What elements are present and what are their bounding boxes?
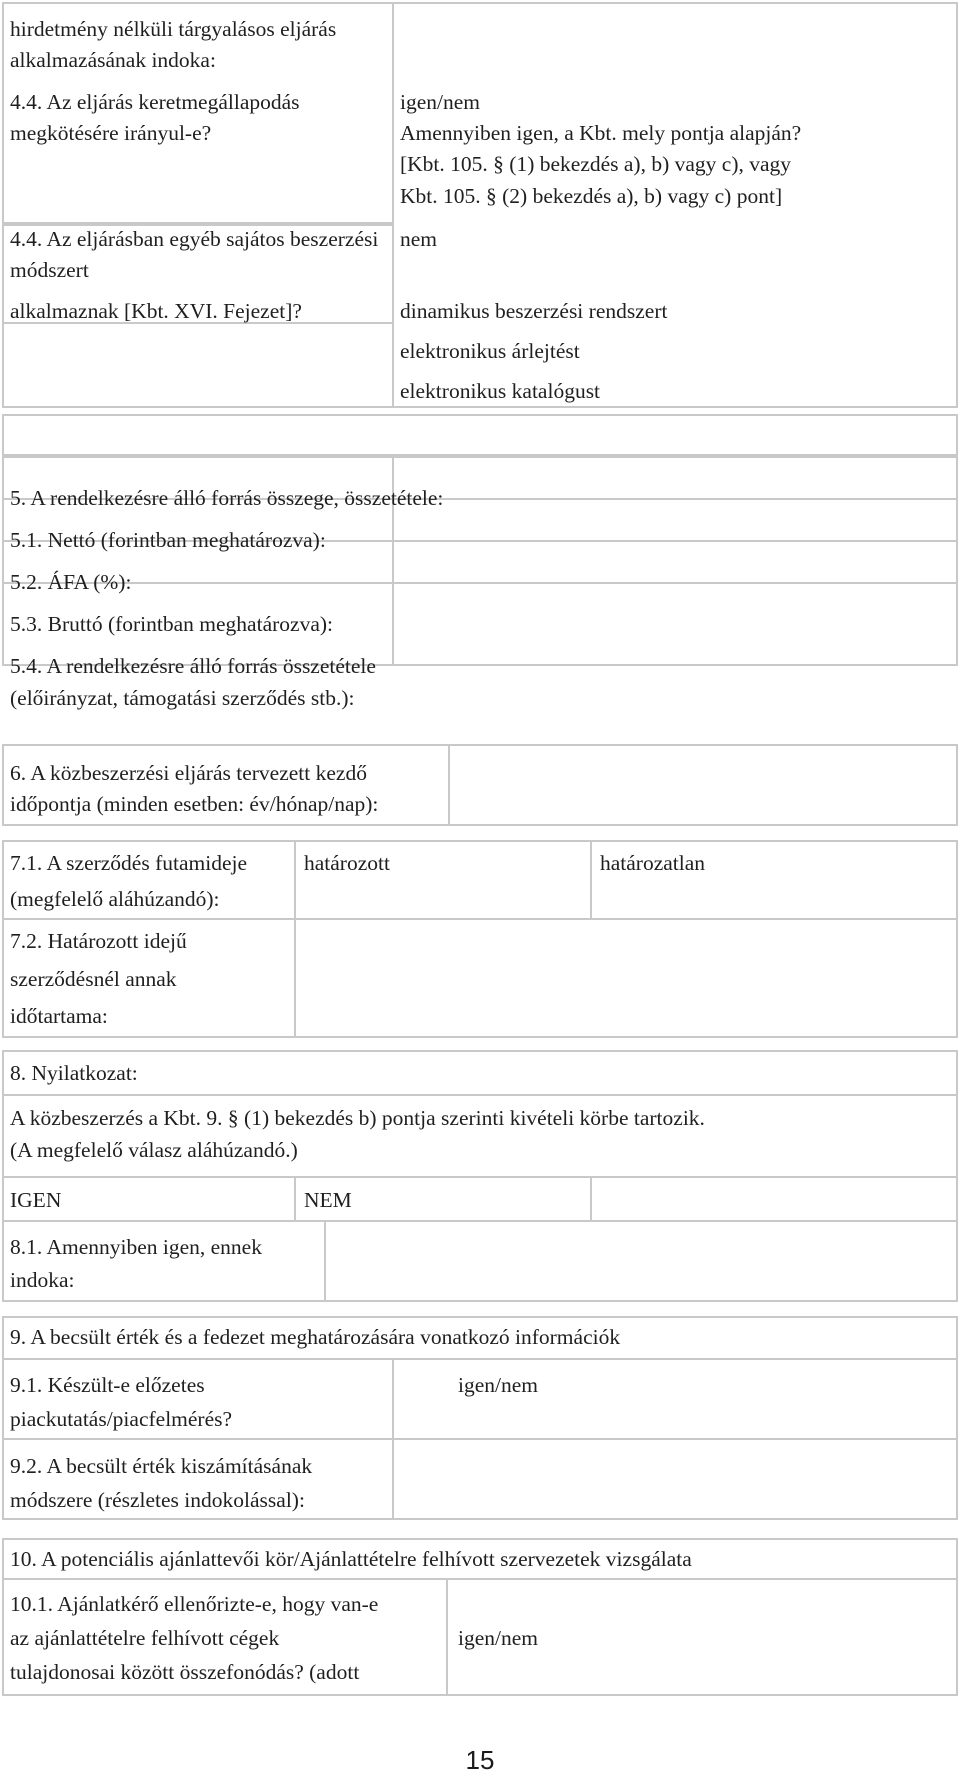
s7-row-2-line3: időtartama:: [10, 1004, 108, 1028]
page-number: 15: [465, 1745, 495, 1775]
s5-row-4-line1: 5.4. A rendelkezésre álló forrás összetétele: [10, 654, 376, 678]
s8-declaration-line2: (A megfelelő válasz aláhúzandó.): [10, 1138, 298, 1162]
s44-answer-line3: [Kbt. 105. § (1) bekezdés a), b) vagy c), vagy: [400, 152, 792, 176]
s9-row-1-line1: 9.1. Készült-e előzetes: [10, 1373, 205, 1397]
s44-answer-line4: Kbt. 105. § (2) bekezdés a), b) vagy c) pont]: [400, 184, 783, 208]
cell-5-3-value: [392, 540, 958, 584]
s9-row-1-answer: igen/nem: [458, 1373, 539, 1397]
s8-option-yes: IGEN: [10, 1188, 62, 1212]
cell-5-heading: [2, 414, 958, 456]
s44b-question-line3: alkalmaznak [Kbt. XVI. Fejezet]?: [10, 299, 302, 323]
s7-row-1-line2: (megfelelő aláhúzandó):: [10, 887, 220, 911]
cell-5-4-value: [392, 582, 958, 666]
s8-declaration-line1: A közbeszerzés a Kbt. 9. § (1) bekezdés b) pontja szerinti kivételi körbe tartozik.: [10, 1106, 705, 1130]
cell-7-2-value: [294, 918, 958, 1038]
s7-option-fixed: határozott: [304, 851, 390, 875]
s10-row-1-answer: igen/nem: [458, 1626, 539, 1650]
s44-intro-line2: alkalmazásának indoka:: [10, 48, 216, 72]
s8-heading: 8. Nyilatkozat:: [10, 1061, 138, 1085]
s44b-option-1: nem: [400, 227, 438, 251]
s5-row-1-label: 5.1. Nettó (forintban meghatározva):: [10, 528, 326, 552]
s9-row-1-line2: piackutatás/piacfelmérés?: [10, 1407, 233, 1431]
cell-5-2-value: [392, 498, 958, 542]
s7-row-1-line1: 7.1. A szerződés futamideje: [10, 851, 248, 875]
s44-answer-line2: Amennyiben igen, a Kbt. mely pontja alapján?: [400, 121, 802, 145]
s44-answer-line1: igen/nem: [400, 90, 481, 114]
s44b-option-3: elektronikus árlejtést: [400, 339, 580, 363]
s6-line2: időpontja (minden esetben: év/hónap/nap):: [10, 792, 379, 816]
cell-8-heading: [2, 1050, 958, 1096]
s44-question-line1: 4.4. Az eljárás keretmegállapodás: [10, 90, 300, 114]
s6-line1: 6. A közbeszerzési eljárás tervezett kezdő: [10, 761, 367, 785]
cell-6-value: [448, 744, 958, 826]
s9-row-2-line1: 9.2. A becsült érték kiszámításának: [10, 1454, 313, 1478]
s10-row-1-line1: 10.1. Ajánlatkérő ellenőrizte-e, hogy van-e: [10, 1592, 379, 1616]
cell-8-1-value: [324, 1220, 958, 1302]
s10-row-1-line3: tulajdonosai között összefonódás? (adott: [10, 1660, 360, 1684]
s5-row-3-label: 5.3. Bruttó (forintban meghatározva):: [10, 612, 333, 636]
s5-row-2-label: 5.2. ÁFA (%):: [10, 570, 132, 594]
s9-heading: 9. A becsült érték és a fedezet meghatározására vonatkozó információk: [10, 1325, 621, 1349]
s44b-option-4: elektronikus katalógust: [400, 379, 601, 403]
s44-intro-line1: hirdetmény nélküli tárgyalásos eljárás: [10, 17, 337, 41]
s44b-question-line1: 4.4. Az eljárásban egyéb sajátos beszerzési: [10, 227, 379, 251]
s7-row-2-line2: szerződésnél annak: [10, 967, 177, 991]
s5-row-4-line2: (előirányzat, támogatási szerződés stb.):: [10, 686, 355, 710]
s44b-option-2: dinamikus beszerzési rendszert: [400, 299, 668, 323]
s9-row-2-line2: módszere (részletes indokolással):: [10, 1488, 305, 1512]
cell-5-1-value: [392, 456, 958, 500]
s10-heading: 10. A potenciális ajánlattevői kör/Ajánlattételre felhívott szervezetek vizsgálata: [10, 1547, 692, 1571]
s44b-question-line2: módszert: [10, 258, 89, 282]
s10-row-1-line2: az ajánlattételre felhívott cégek: [10, 1626, 280, 1650]
s7-row-2-line1: 7.2. Határozott idejű: [10, 929, 187, 953]
s8-row-1-line2: indoka:: [10, 1268, 75, 1292]
cell-9-2-value: [392, 1438, 958, 1520]
s8-row-1-line1: 8.1. Amennyiben igen, ennek: [10, 1235, 262, 1259]
cell-44-left-bottom: [2, 322, 394, 408]
s7-option-indefinite: határozatlan: [600, 851, 706, 875]
s8-option-no: NEM: [304, 1188, 352, 1212]
s5-heading: 5. A rendelkezésre álló forrás összege, összetétele:: [10, 486, 444, 510]
s44-question-line2: megkötésére irányul-e?: [10, 121, 212, 145]
cell-8-blank: [590, 1176, 958, 1222]
